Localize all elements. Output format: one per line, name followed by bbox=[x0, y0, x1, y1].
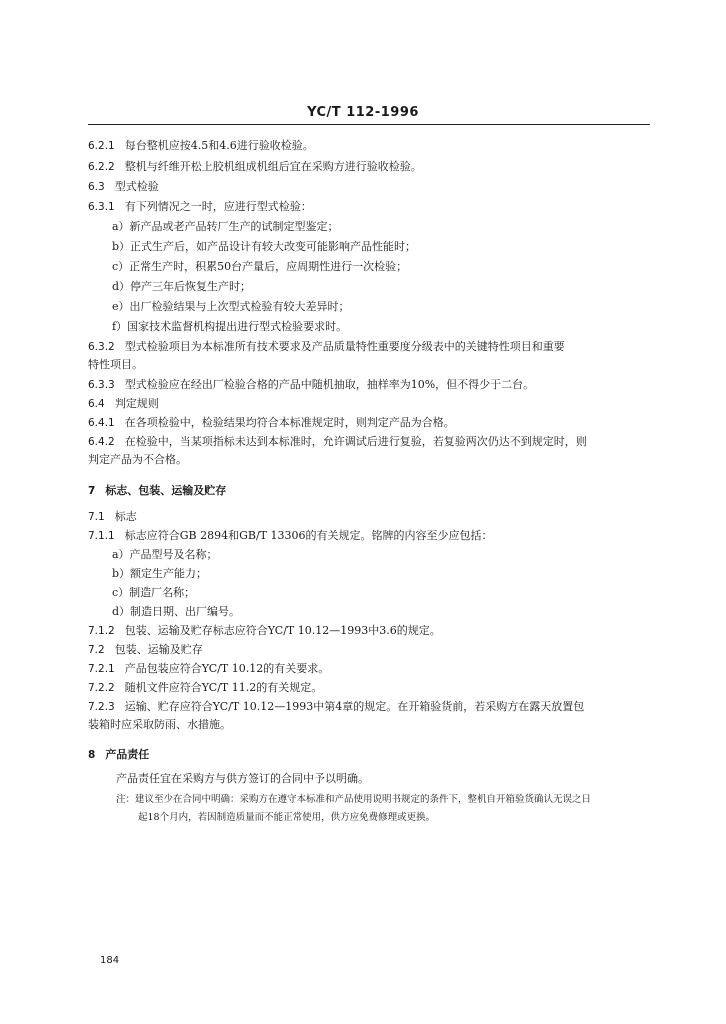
paragraph bbox=[116, 772, 369, 786]
clause-text: 有下列情况之一时，应进行型式检验： bbox=[124, 200, 312, 213]
list-item-text: d）制造日期、出厂编号。 bbox=[112, 605, 241, 618]
note-text: 起18个月内，若因制造质量而不能正常使用，供方应免费修理或更换。 bbox=[138, 812, 436, 823]
chapter-title: 标志、包装、运输及贮存 bbox=[105, 484, 227, 497]
section-title: 标志 bbox=[114, 510, 137, 523]
section-6-4 bbox=[88, 397, 159, 411]
clause-number: 6.3.1 bbox=[88, 201, 115, 213]
list-item-text: b）额定生产能力； bbox=[112, 567, 208, 580]
chapter-8-heading bbox=[88, 748, 149, 762]
clause-6-2-1 bbox=[88, 139, 314, 153]
chapter-number: 8 bbox=[88, 749, 96, 761]
section-title: 包装、运输及贮存 bbox=[114, 643, 203, 656]
clause-7-2-1 bbox=[88, 662, 329, 676]
list-item-text: c）正常生产时，积累50台产量后，应周期性进行一次检验； bbox=[112, 260, 408, 273]
chapter-number: 7 bbox=[88, 485, 96, 497]
clause-number: 6.2.2 bbox=[88, 161, 115, 173]
clause-text: 在各项检验中，检验结果均符合本标准规定时，则判定产品为合格。 bbox=[124, 416, 455, 429]
clause-text: 整机与纤维开松上胶机组成机组后宜在采购方进行验收检验。 bbox=[124, 160, 422, 173]
clause-7-2-3 bbox=[88, 700, 584, 714]
list-item-a bbox=[112, 220, 339, 234]
clause-text: 产品包装应符合YC/T 10.12的有关要求。 bbox=[124, 662, 330, 675]
clause-6-3-1 bbox=[88, 200, 312, 214]
clause-continuation bbox=[88, 358, 143, 372]
list-item-text: a）产品型号及名称； bbox=[112, 548, 218, 561]
list-item-b bbox=[112, 567, 207, 581]
clause-text: 包装、运输及贮存标志应符合YC/T 10.12—1993中3.6的规定。 bbox=[124, 624, 441, 637]
clause-number: 7.2.2 bbox=[88, 682, 115, 694]
list-item-c bbox=[112, 260, 407, 274]
list-item-text: f）国家技术监督机构提出进行型式检验要求时。 bbox=[112, 320, 348, 333]
clause-number: 6.4.1 bbox=[88, 417, 115, 429]
clause-text: 型式检验应在经出厂检验合格的产品中随机抽取，抽样率为10%，但不得少于二台。 bbox=[124, 378, 535, 391]
clause-7-2-2 bbox=[88, 681, 322, 695]
list-item-text: c）制造厂名称； bbox=[112, 586, 196, 599]
clause-number: 7.1.1 bbox=[88, 530, 115, 542]
list-item-text: b）正式生产后，如产品设计有较大改变可能影响产品性能时； bbox=[112, 240, 417, 253]
clause-number: 6.3.2 bbox=[88, 341, 115, 353]
clause-text: 标志应符合GB 2894和GB/T 13306的有关规定。铭牌的内容至少应包括： bbox=[124, 529, 493, 542]
clause-7-1-2 bbox=[88, 624, 441, 638]
note-text: 注：建议至少在合同中明确：采购方在遵守本标准和产品使用说明书规定的条件下，整机自开箱验货确认无误之日 bbox=[116, 794, 592, 805]
clause-text: 在检验中，当某项指标未达到本标准时，允许调试后进行复验，若复验两次仍达不到规定时，则 bbox=[124, 435, 587, 448]
section-6-3 bbox=[88, 180, 159, 194]
clause-6-4-2 bbox=[88, 435, 587, 449]
clause-text: 每台整机应按4.5和4.6进行验收检验。 bbox=[124, 139, 314, 152]
clause-number: 7.1.2 bbox=[88, 625, 115, 637]
note-continuation bbox=[138, 811, 435, 825]
chapter-title: 产品责任 bbox=[105, 748, 150, 761]
clause-continuation bbox=[88, 718, 231, 732]
clause-continuation bbox=[88, 453, 187, 467]
clause-6-3-3 bbox=[88, 378, 534, 392]
section-title: 判定规则 bbox=[114, 397, 159, 410]
clause-6-3-2 bbox=[88, 340, 565, 354]
clause-text: 特性项目。 bbox=[88, 358, 143, 371]
clause-number: 7.2.3 bbox=[88, 701, 115, 713]
clause-text: 型式检验项目为本标准所有技术要求及产品质量特性重要度分级表中的关键特性项目和重要 bbox=[124, 340, 565, 353]
clause-7-1-1 bbox=[88, 529, 492, 543]
clause-number: 6.3 bbox=[88, 181, 105, 193]
list-item-f bbox=[112, 320, 347, 334]
clause-6-2-2 bbox=[88, 160, 422, 174]
page-number: 184 bbox=[100, 955, 120, 966]
list-item-d bbox=[112, 605, 240, 619]
note bbox=[116, 793, 591, 807]
clause-number: 6.4 bbox=[88, 398, 105, 410]
list-item-c bbox=[112, 586, 195, 600]
list-item-b bbox=[112, 240, 416, 254]
clause-text: 判定产品为不合格。 bbox=[88, 453, 187, 466]
list-item-a bbox=[112, 548, 218, 562]
section-7-1 bbox=[88, 510, 137, 524]
clause-number: 6.3.3 bbox=[88, 379, 115, 391]
clause-number: 7.1 bbox=[88, 511, 105, 523]
list-item-text: e）出厂检验结果与上次型式检验有较大差异时； bbox=[112, 300, 350, 313]
page-header-title: YC/T 112-1996 bbox=[307, 105, 419, 120]
paragraph-text: 产品责任宜在采购方与供方签订的合同中予以明确。 bbox=[116, 772, 369, 785]
list-item-text: a）新产品或老产品转厂生产的试制定型鉴定； bbox=[112, 220, 339, 233]
section-7-2 bbox=[88, 643, 203, 657]
clause-number: 6.4.2 bbox=[88, 436, 115, 448]
clause-text: 随机文件应符合YC/T 11.2的有关规定。 bbox=[124, 681, 323, 694]
chapter-7-heading bbox=[88, 484, 226, 498]
list-item-text: d）停产三年后恢复生产时； bbox=[112, 280, 252, 293]
list-item-d bbox=[112, 280, 251, 294]
list-item-e bbox=[112, 300, 350, 314]
clause-number: 6.2.1 bbox=[88, 140, 115, 152]
clause-6-4-1 bbox=[88, 416, 455, 430]
clause-number: 7.2.1 bbox=[88, 663, 115, 675]
clause-text: 运输、贮存应符合YC/T 10.12—1993中第4章的规定。在开箱验货前，若采购方在露天放置包 bbox=[124, 700, 585, 713]
header-rule bbox=[88, 124, 650, 125]
clause-number: 7.2 bbox=[88, 644, 105, 656]
clause-text: 装箱时应采取防雨、水措施。 bbox=[88, 718, 231, 731]
section-title: 型式检验 bbox=[114, 180, 159, 193]
